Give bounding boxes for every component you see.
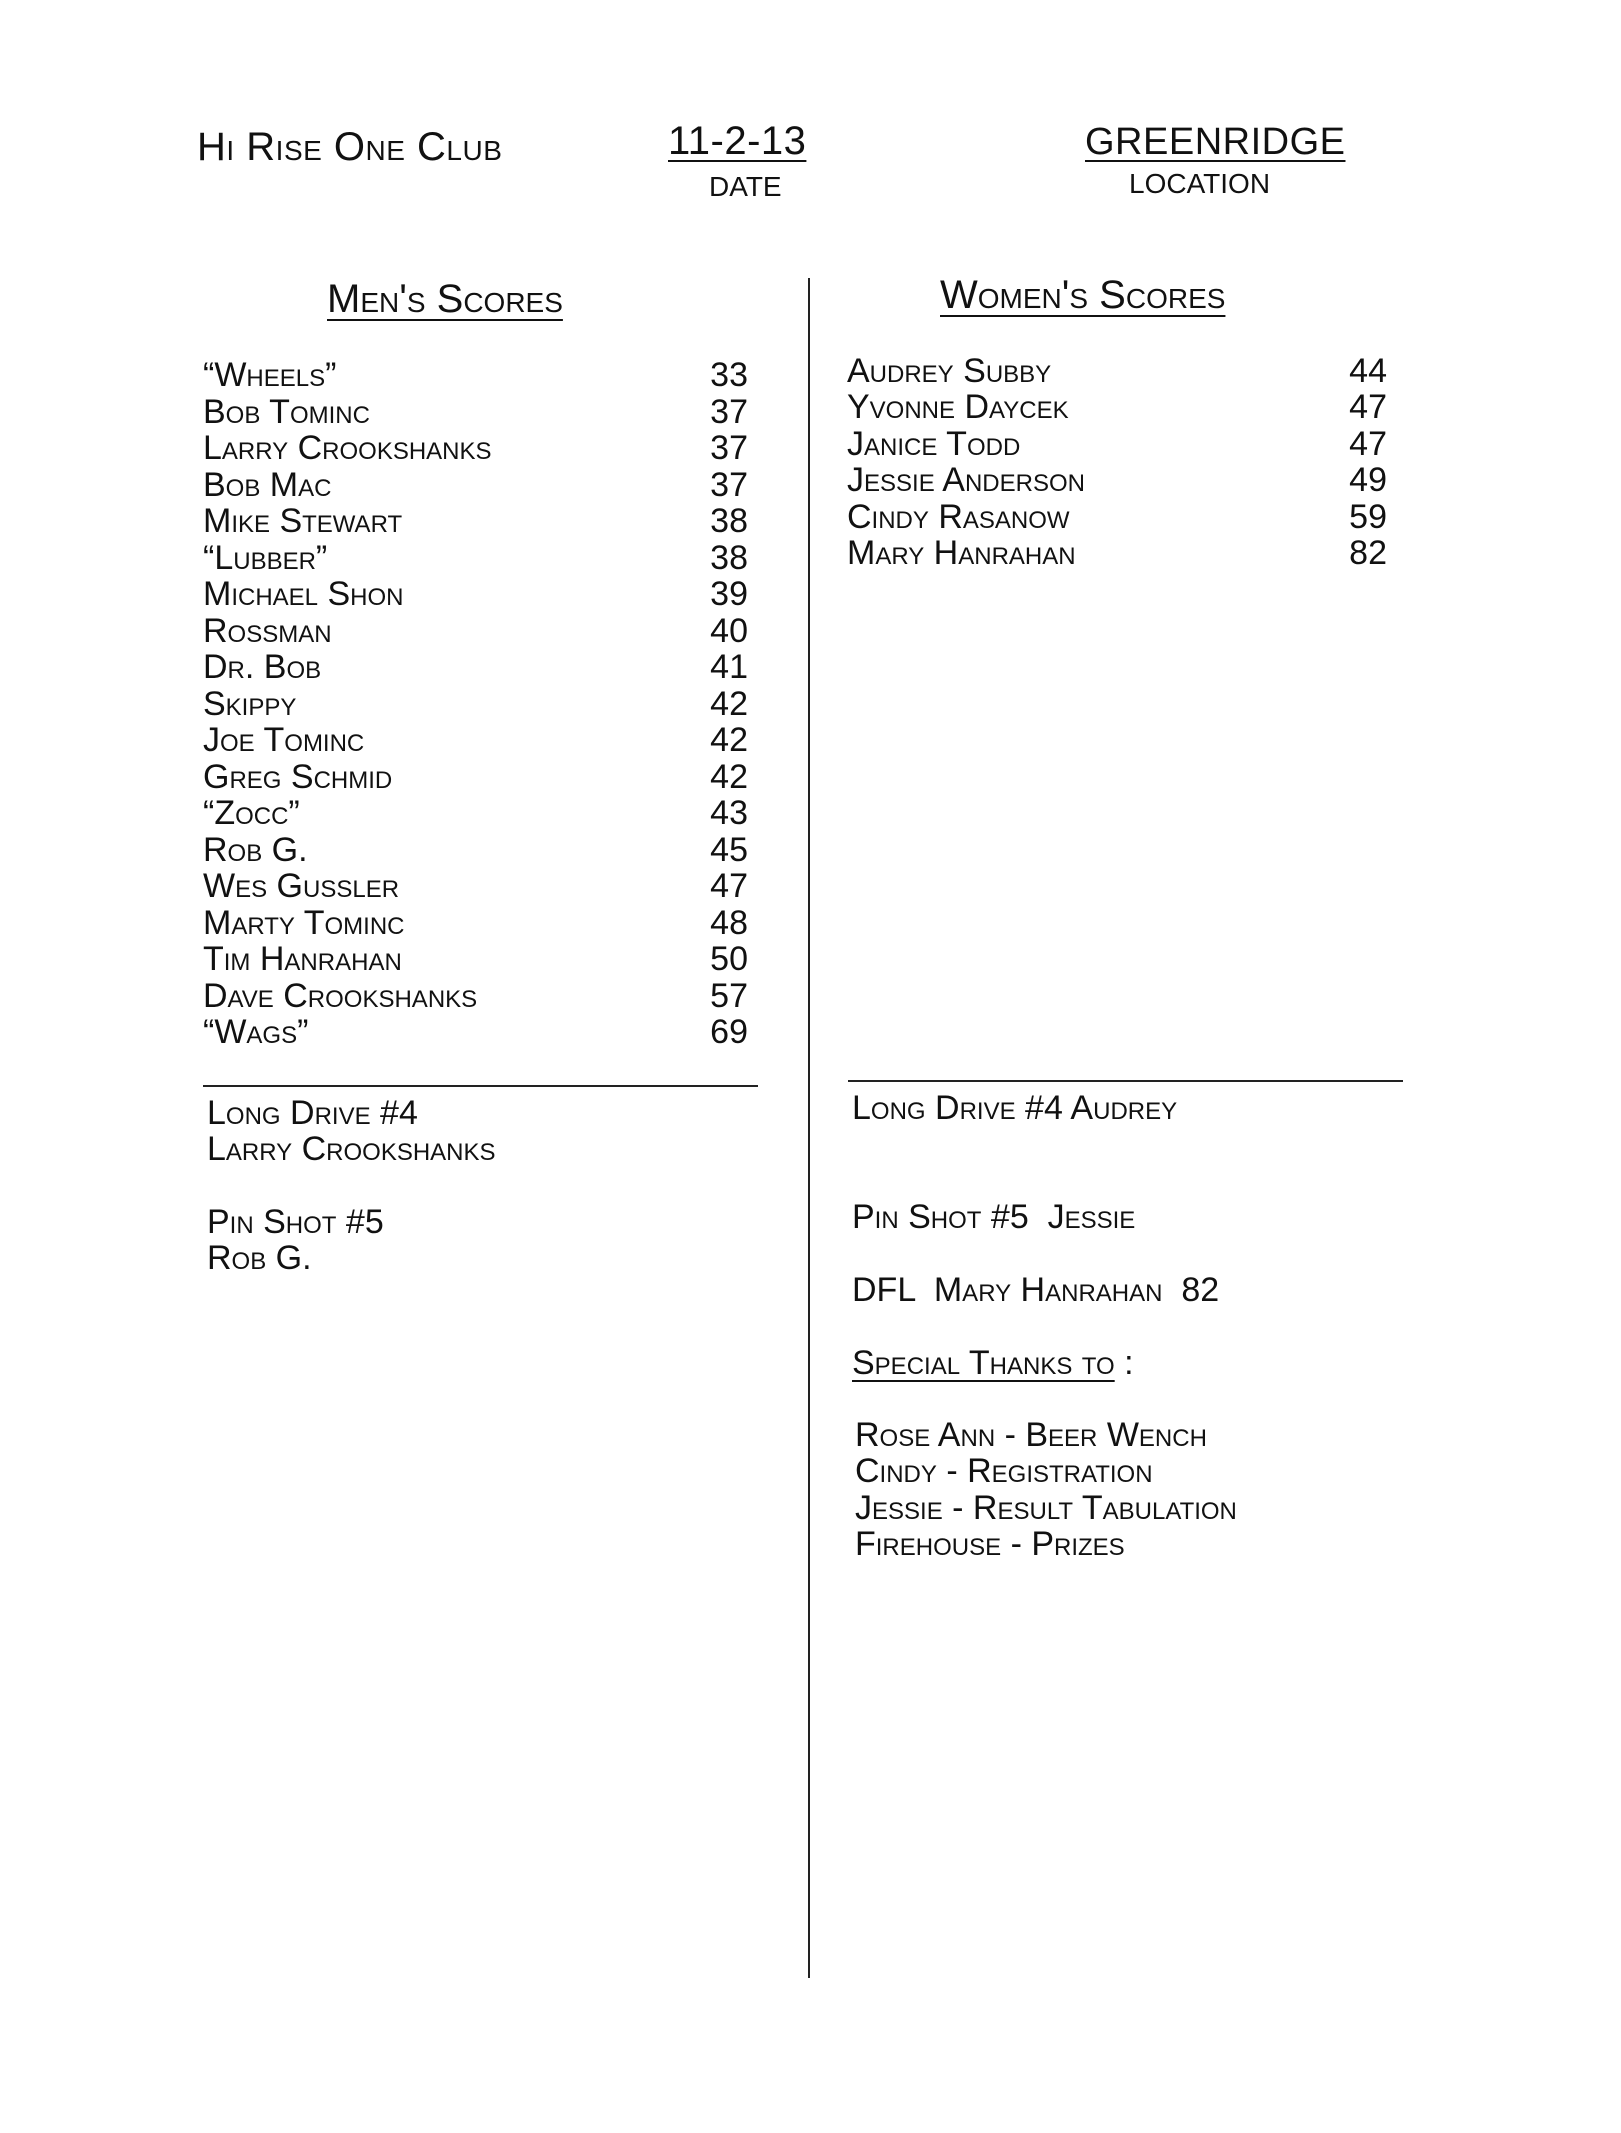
player-score: 45	[710, 831, 748, 869]
player-name: Greg Schmid	[203, 758, 393, 796]
location-label: LOCATION	[1129, 168, 1271, 199]
list-item	[203, 649, 748, 685]
player-name: Dr. Bob	[203, 648, 322, 686]
mens-long-drive-label: Long Drive #4	[207, 1094, 418, 1132]
player-name: Dave Crookshanks	[203, 977, 478, 1015]
player-score: 38	[710, 502, 748, 540]
list-item	[203, 540, 748, 576]
player-name: Jessie Anderson	[847, 461, 1085, 499]
list-item	[203, 686, 748, 722]
special-thanks-heading	[852, 1345, 1134, 1381]
player-score: 49	[1349, 461, 1387, 499]
list-item	[203, 978, 748, 1014]
mens-pin-shot-label: Pin Shot #5	[207, 1203, 384, 1241]
mens-pin-shot-winner: Rob G.	[207, 1239, 312, 1277]
player-score: 37	[710, 393, 748, 431]
list-item	[203, 467, 748, 503]
special-thanks-colon: :	[1114, 1344, 1134, 1382]
player-score: 39	[710, 575, 748, 613]
player-name: Janice Todd	[847, 425, 1021, 463]
list-item	[203, 795, 748, 831]
player-name: Skippy	[203, 685, 297, 723]
player-score: 37	[710, 466, 748, 504]
player-score: 37	[710, 429, 748, 467]
player-name: Marty Tominc	[203, 904, 405, 942]
player-score: 47	[1349, 388, 1387, 426]
list-item	[203, 357, 748, 393]
player-name: Rob G.	[203, 831, 308, 869]
list-item	[847, 462, 1387, 498]
list-item	[847, 535, 1387, 571]
player-score: 69	[710, 1013, 748, 1051]
player-score: 43	[710, 794, 748, 832]
list-item	[203, 576, 748, 612]
player-name: Mike Stewart	[203, 502, 403, 540]
player-score: 44	[1349, 352, 1387, 390]
player-score: 47	[710, 867, 748, 905]
player-score: 82	[1349, 534, 1387, 572]
thanks-item: Rose Ann - Beer Wench	[855, 1416, 1207, 1454]
thanks-item: Firehouse - Prizes	[855, 1525, 1125, 1563]
player-score: 47	[1349, 425, 1387, 463]
player-score: 40	[710, 612, 748, 650]
player-name: “Wheels”	[203, 356, 337, 394]
date-label: DATE	[709, 171, 782, 202]
womens-scores-title: Women's Scores	[940, 273, 1226, 317]
player-name: Larry Crookshanks	[203, 429, 492, 467]
list-item	[203, 613, 748, 649]
club-name: Hi Rise One Club	[197, 125, 503, 169]
player-name: Tim Hanrahan	[203, 940, 402, 978]
list-item	[203, 722, 748, 758]
location-value: GREENRIDGE	[1085, 121, 1346, 163]
thanks-item: Cindy - Registration	[855, 1452, 1153, 1490]
player-name: Audrey Subby	[847, 352, 1052, 390]
player-name: Cindy Rasanow	[847, 498, 1070, 536]
womens-pin-shot: Pin Shot #5 Jessie	[852, 1198, 1136, 1236]
mens-section-rule	[203, 1085, 758, 1087]
player-score: 50	[710, 940, 748, 978]
player-name: “Zocc”	[203, 794, 300, 832]
list-item	[203, 905, 748, 941]
player-name: Bob Mac	[203, 466, 332, 504]
column-divider	[808, 278, 810, 1978]
player-score: 38	[710, 539, 748, 577]
player-name: “Wags”	[203, 1013, 309, 1051]
list-item	[203, 394, 748, 430]
player-name: Bob Tominc	[203, 393, 370, 431]
womens-section-rule	[848, 1080, 1403, 1082]
player-name: “Lubber”	[203, 539, 328, 577]
mens-long-drive-winner: Larry Crookshanks	[207, 1130, 496, 1168]
player-score: 42	[710, 721, 748, 759]
player-name: Mary Hanrahan	[847, 534, 1076, 572]
player-score: 41	[710, 648, 748, 686]
mens-scores-title: Men's Scores	[327, 277, 563, 321]
special-thanks-title: Special Thanks to	[852, 1344, 1115, 1382]
list-item	[203, 832, 748, 868]
list-item	[847, 499, 1387, 535]
player-score: 42	[710, 685, 748, 723]
player-score: 59	[1349, 498, 1387, 536]
list-item	[203, 1014, 748, 1050]
list-item	[203, 430, 748, 466]
player-name: Joe Tominc	[203, 721, 365, 759]
list-item	[203, 759, 748, 795]
player-name: Rossman	[203, 612, 332, 650]
thanks-item: Jessie - Result Tabulation	[855, 1489, 1237, 1527]
list-item	[847, 426, 1387, 462]
player-score: 33	[710, 356, 748, 394]
player-score: 57	[710, 977, 748, 1015]
womens-long-drive: Long Drive #4 Audrey	[852, 1089, 1178, 1127]
list-item	[203, 503, 748, 539]
player-score: 48	[710, 904, 748, 942]
player-name: Michael Shon	[203, 575, 404, 613]
player-score: 42	[710, 758, 748, 796]
player-name: Yvonne Daycek	[847, 388, 1069, 426]
player-name: Wes Gussler	[203, 867, 400, 905]
list-item	[847, 389, 1387, 425]
dfl-note: DFL Mary Hanrahan 82	[852, 1271, 1220, 1309]
date-value: 11-2-13	[668, 119, 807, 163]
list-item	[847, 353, 1387, 389]
list-item	[203, 941, 748, 977]
list-item	[203, 868, 748, 904]
